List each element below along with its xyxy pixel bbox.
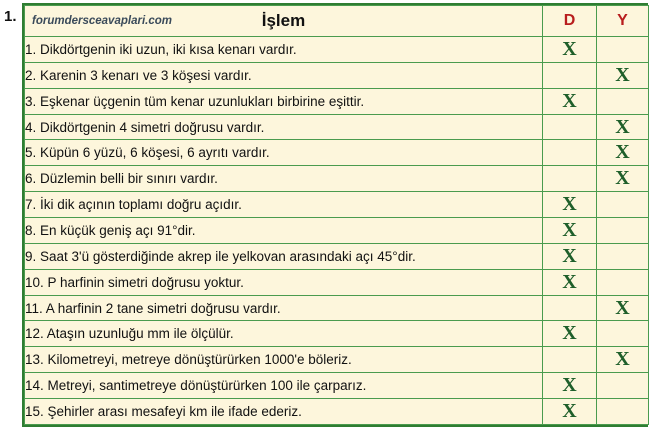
statement-text: 5. Küpün 6 yüzü, 6 köşesi, 6 ayrıtı vardır. (25, 140, 543, 166)
answer-cell-d[interactable] (543, 218, 597, 244)
x-mark-icon: X (562, 322, 577, 345)
table-row (25, 243, 649, 269)
table-row (25, 192, 649, 218)
statement-text: 15. Şehirler arası mesafeyi km ile ifade ederiz. (25, 399, 543, 425)
table-body (25, 37, 649, 425)
answer-cell-d[interactable] (543, 37, 597, 63)
table-row (25, 88, 649, 114)
table-row (25, 347, 649, 373)
x-mark-icon: X (615, 115, 630, 138)
answer-cell-d[interactable] (543, 347, 597, 373)
answer-cell-d[interactable] (543, 269, 597, 295)
answer-cell-y[interactable] (597, 192, 649, 218)
statement-text: 2. Karenin 3 kenarı ve 3 köşesi vardır. (25, 62, 543, 88)
statement-text: 3. Eşkenar üçgenin tüm kenar uzunlukları birbirine eşittir. (25, 88, 543, 114)
answer-cell-d[interactable] (543, 88, 597, 114)
answer-cell-y[interactable] (597, 399, 649, 425)
x-mark-icon: X (562, 37, 577, 60)
answer-cell-y[interactable] (597, 140, 649, 166)
answer-cell-d[interactable] (543, 166, 597, 192)
statement-text: 10. P harfinin simetri doğrusu yoktur. (25, 269, 543, 295)
header-item-cell (25, 6, 543, 37)
statement-text: 7. İki dik açının toplamı doğru açıdır. (25, 192, 543, 218)
x-mark-icon: X (562, 270, 577, 293)
table-row (25, 399, 649, 425)
statement-text: 11. A harfinin 2 tane simetri doğrusu vardır. (25, 295, 543, 321)
statement-text: 14. Metreyi, santimetreye dönüştürürken 100 ile çarparız. (25, 373, 543, 399)
x-mark-icon: X (562, 400, 577, 423)
answer-cell-d[interactable] (543, 399, 597, 425)
x-mark-icon: X (615, 167, 630, 190)
table-header (25, 6, 649, 37)
x-mark-icon: X (562, 244, 577, 267)
true-false-table-container (22, 3, 648, 427)
x-mark-icon: X (562, 89, 577, 112)
statement-text: 9. Saat 3'ü gösterdiğinde akrep ile yelkovan arasındaki açı 45°dir. (25, 243, 543, 269)
answer-cell-y[interactable] (597, 243, 649, 269)
table-row (25, 62, 649, 88)
answer-cell-y[interactable] (597, 88, 649, 114)
answer-cell-d[interactable] (543, 192, 597, 218)
x-mark-icon: X (615, 296, 630, 319)
table-row (25, 373, 649, 399)
answer-cell-d[interactable] (543, 321, 597, 347)
statement-text: 1. Dikdörtgenin iki uzun, iki kısa kenarı vardır. (25, 37, 543, 63)
table-row (25, 166, 649, 192)
statement-text: 12. Ataşın uzunluğu mm ile ölçülür. (25, 321, 543, 347)
table-row (25, 140, 649, 166)
table-row (25, 321, 649, 347)
answer-cell-y[interactable] (597, 373, 649, 399)
answer-cell-y[interactable] (597, 37, 649, 63)
table-row (25, 269, 649, 295)
answer-cell-y[interactable] (597, 269, 649, 295)
answer-cell-d[interactable] (543, 62, 597, 88)
answer-cell-y[interactable] (597, 295, 649, 321)
x-mark-icon: X (562, 193, 577, 216)
answer-cell-d[interactable] (543, 373, 597, 399)
answer-cell-y[interactable] (597, 114, 649, 140)
true-false-table (24, 5, 649, 425)
answer-cell-d[interactable] (543, 295, 597, 321)
header-column-d: D (543, 6, 597, 37)
question-number: 1. (4, 8, 17, 25)
answer-cell-d[interactable] (543, 243, 597, 269)
header-item-label: İşlem (261, 11, 306, 30)
header-column-y: Y (597, 6, 649, 37)
x-mark-icon: X (615, 141, 630, 164)
statement-text: 13. Kilometreyi, metreye dönüştürürken 1000'e böleriz. (25, 347, 543, 373)
x-mark-icon: X (562, 218, 577, 241)
site-watermark: forumdersceavaplari.com (32, 15, 172, 27)
answer-cell-d[interactable] (543, 140, 597, 166)
statement-text: 4. Dikdörtgenin 4 simetri doğrusu vardır. (25, 114, 543, 140)
answer-cell-d[interactable] (543, 114, 597, 140)
x-mark-icon: X (615, 63, 630, 86)
table-row (25, 218, 649, 244)
answer-cell-y[interactable] (597, 321, 649, 347)
x-mark-icon: X (562, 374, 577, 397)
answer-cell-y[interactable] (597, 62, 649, 88)
statement-text: 8. En küçük geniş açı 91°dir. (25, 218, 543, 244)
answer-cell-y[interactable] (597, 218, 649, 244)
table-row (25, 37, 649, 63)
answer-cell-y[interactable] (597, 347, 649, 373)
table-row (25, 295, 649, 321)
header-row (25, 6, 649, 37)
table-row (25, 114, 649, 140)
statement-text: 6. Düzlemin belli bir sınırı vardır. (25, 166, 543, 192)
answer-cell-y[interactable] (597, 166, 649, 192)
x-mark-icon: X (615, 348, 630, 371)
